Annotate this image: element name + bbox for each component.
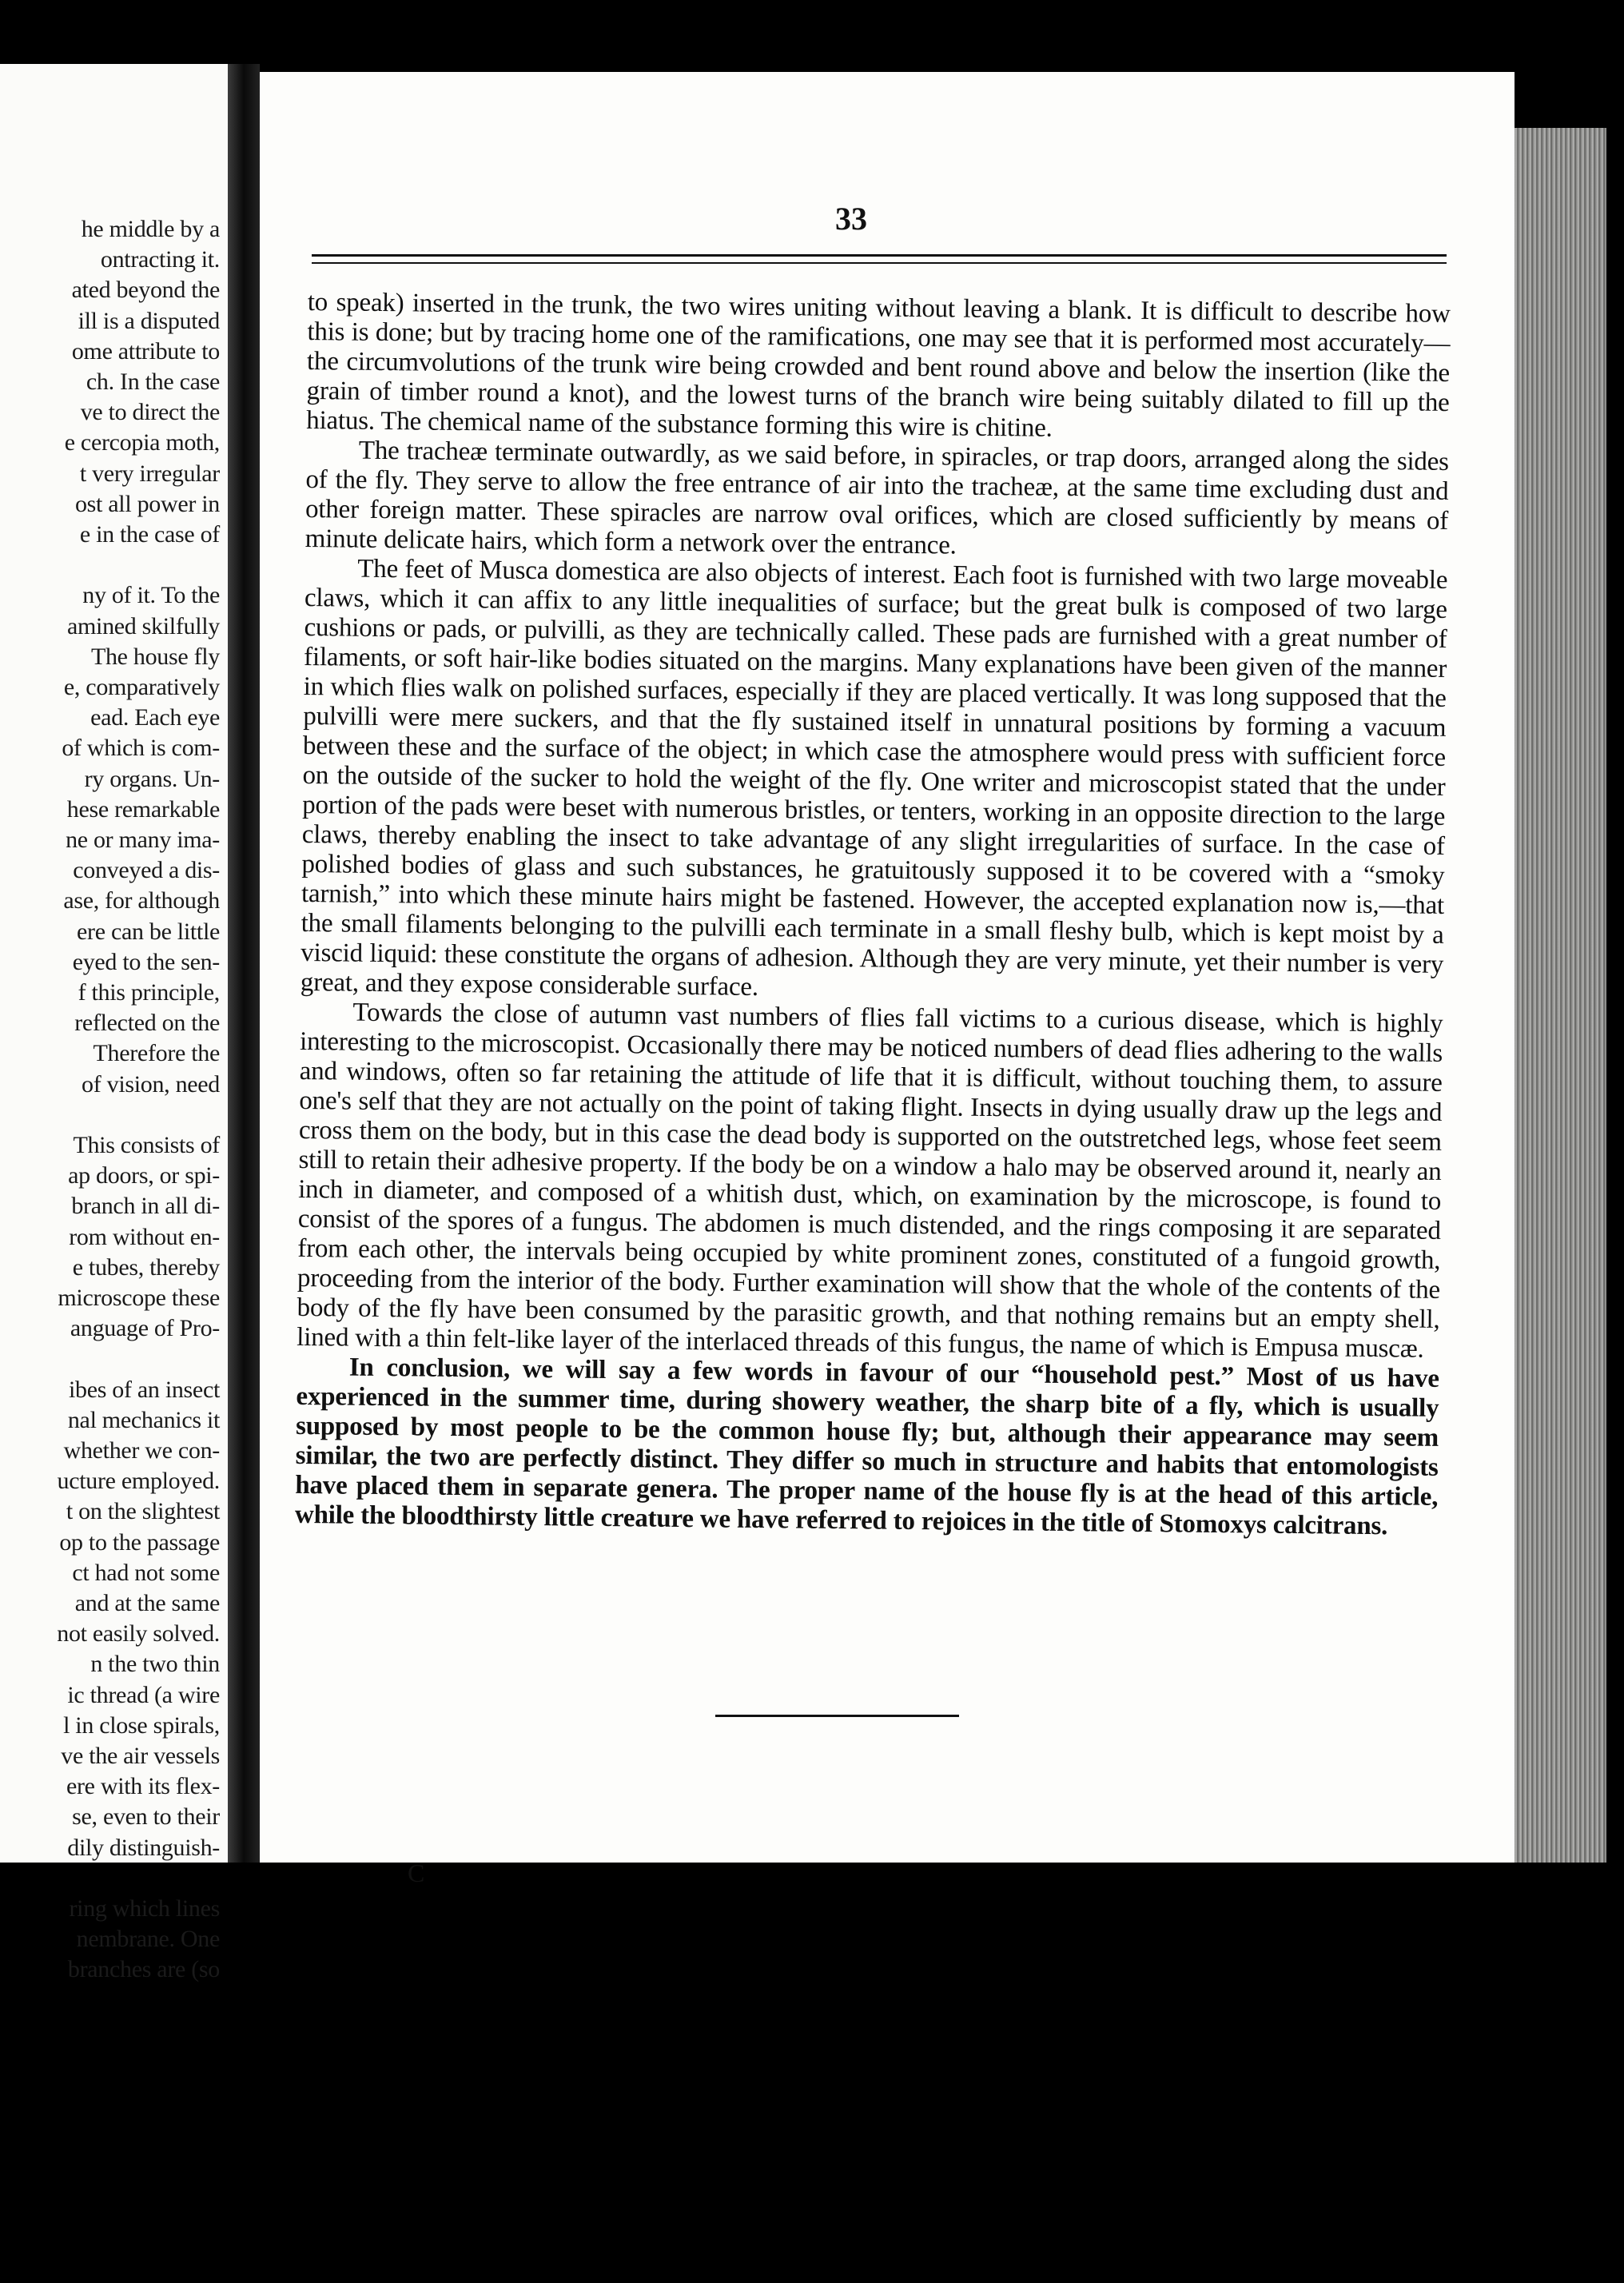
left-page-line: dily distinguish- bbox=[67, 1834, 220, 1861]
left-page-line: amined skilfully bbox=[66, 612, 220, 639]
left-page-line: ny of it. To the bbox=[82, 582, 220, 609]
main-page bbox=[260, 72, 1515, 1887]
left-facing-page bbox=[0, 64, 228, 1983]
left-page-line: ring which lines bbox=[69, 1895, 220, 1922]
paragraph-conclusion: In conclusion, we will say a few words in favour of our “household pest.” Most of us have experienced in the summer time, during showery weather, the sharp bite of a fly, which is usually supposed by most people to be the common house fly; but, although their appearance may seem similar, the two are perfectly distinct. They differ so much in structure and habits that entomologists have placed them in separate genera. The proper name of the house fly is at the head of this article, while the bloodthirsty little creature we have referred to rejoices in the title of Stomoxys calcitrans. bbox=[294, 1353, 1439, 1541]
left-page-line: of vision, need bbox=[82, 1070, 220, 1098]
paragraph-feet: The feet of Musca domestica are also objects of interest. Each foot is furnished with two large moveable claws, which it can affix to any little inequalities of surface; but the great bulk is composed of two large cushions or pads, or pulvilli, as they are technically called. These pads are furnished with a great number of filaments, or soft hair-like bodies situated on the margins. Many explanations have been given of the manner in which flies walk on polished surfaces, especially if they are placed vertically. It was long supposed that the pulvilli were mere suckers, and that the fly sustained itself in unnatural positions by forming a vacuum between these and the surface of the object; in which case the atmosphere would press with sufficient force on the outside of the sucker to hold the weight of the fly. One writer and microscopist stated that the under portion of the pads were beset with numerous bristles, or tenters, working in an opposite direction to the large claws, thereby enabling the insect to take advantage of any slight irregularities of surface. In the case of polished bodies of glass and such substances, he gratuitously supposed it to be covered with a “smoky tarnish,” into which these minute hairs might be fastened. However, the accepted explanation now is,—that the small filaments belonging to the pulvilli each terminate in a small fleshy bulb, which is kept moist by a viscid liquid: these constitute the organs of adhesion. Although they are very minute, yet their number is very great, and they expose considerable surface. bbox=[300, 554, 1448, 1002]
left-page-line: branches are (so bbox=[67, 1956, 220, 1983]
header-rule-thin bbox=[312, 262, 1447, 264]
left-page-line: ill is a disputed bbox=[78, 307, 220, 334]
left-page-line: e cercopia moth, bbox=[64, 429, 220, 456]
signature-mark: C bbox=[408, 1859, 425, 1887]
left-page-line: not easily solved. bbox=[57, 1620, 220, 1648]
left-page-line: e in the case of bbox=[79, 521, 220, 548]
left-page-line: The house fly bbox=[90, 643, 220, 670]
paragraph-disease: Towards the close of autumn vast numbers of flies fall victims to a curious disease, which is highly interesting to the microscopist. Occasionally there may be noticed numbers of dead flies adhering to the walls and windows, often so far retaining the attitude of life that it is difficult, without touching them, to assure one's self that they are not actually on the point of taking flight. Insects in dying usually draw up the legs and cross them on the body, but in this case the dead body is supported on the outstretched legs, whose feet seem still to retain their adhesive property. If the body be on a window a halo may be observed around it, nearly an inch in diameter, and composed of a whitish dust, which, on examination by the microscope, is found to consist of the spores of a fungus. The abdomen is much distended, and the rings composing it are separated from each other, the intervals being occupied by white prominent zones, constituted of a fungoid growth, proceeding from the interior of the body. Further examination will show that the whole of the contents of the body of the fly have been consumed by the parasitic growth, and that nothing remains but an empty shell, lined with a thin felt-like layer of the interlaced threads of this fungus, the name of which is Empusa muscæ. bbox=[297, 998, 1443, 1364]
paragraph-tracheae: The tracheæ terminate outwardly, as we said before, in spiracles, or trap doors, arranged along the sides of the fly. They serve to allow the free entrance of air into the tracheæ, at the same time excluding dust and other foreign matter. These spiracles are narrow oval orifices, which are closed sufficiently by means of minute delicate hairs, which form a network over the entrance. bbox=[304, 436, 1449, 560]
left-page-line: l in close spirals, bbox=[63, 1711, 220, 1739]
left-page-line: reflected on the bbox=[74, 1010, 220, 1037]
end-rule bbox=[715, 1715, 959, 1717]
left-page-line: ibes of an insect bbox=[68, 1376, 220, 1403]
left-page-line: ontracting it. bbox=[100, 246, 220, 273]
left-page-line: ucture employed. bbox=[57, 1468, 220, 1495]
left-page-line: e tubes, thereby bbox=[72, 1253, 220, 1281]
book-gutter bbox=[228, 64, 260, 1863]
left-page-line: ase, for although bbox=[63, 887, 220, 914]
header-rule bbox=[312, 254, 1447, 257]
left-page-line: hese remarkable bbox=[66, 795, 220, 823]
left-page-line: nembrane. One bbox=[76, 1926, 220, 1953]
paragraph-trunk-wire: to speak) inserted in the trunk, the two wires uniting without leaving a blank. It is difficult to describe how this is done; but by tracing home one of the ramifications, one may see that it is performed most accurately—the circumvolutions of the trunk wire being crowded and bent round above and below the insertion (like the grain of timber round a knot), and the lowest turns of the branch wire being suitably dilated to fill up the hiatus. The chemical name of the substance forming this wire is chitine. bbox=[306, 288, 1451, 443]
left-page-line: ere can be little bbox=[77, 918, 220, 945]
left-page-line: and at the same bbox=[74, 1590, 220, 1616]
left-page-line: anguage of Pro- bbox=[70, 1315, 220, 1342]
left-page-line: t on the slightest bbox=[66, 1498, 220, 1525]
article-body bbox=[295, 288, 1451, 1542]
left-page-line: ve the air vessels bbox=[61, 1743, 220, 1769]
page-edges bbox=[1515, 128, 1606, 1863]
left-page-line: Therefore the bbox=[93, 1040, 220, 1067]
left-page-line: se, even to their bbox=[72, 1803, 220, 1831]
left-page-line: ne or many ima- bbox=[66, 827, 220, 853]
left-page-line: eyed to the sen- bbox=[72, 948, 220, 975]
left-page-line: ct had not some bbox=[72, 1559, 220, 1586]
left-page-line: he middle by a bbox=[81, 216, 220, 242]
left-page-line: t very irregular bbox=[79, 460, 220, 487]
left-page-line: conveyed a dis- bbox=[73, 857, 220, 884]
page-number: 33 bbox=[835, 201, 867, 237]
left-page-line: branch in all di- bbox=[71, 1193, 220, 1220]
left-page-line: ch. In the case bbox=[86, 369, 220, 395]
left-page-line: ry organs. Un- bbox=[84, 765, 220, 792]
left-page-line: rom without en- bbox=[69, 1223, 220, 1250]
left-page-line: ead. Each eye bbox=[90, 704, 220, 731]
left-page-line: whether we con- bbox=[63, 1437, 220, 1464]
left-page-line: op to the passage bbox=[59, 1528, 220, 1556]
left-page-line: microscope these bbox=[58, 1285, 220, 1311]
left-page-line: ere with its flex- bbox=[66, 1773, 220, 1800]
left-page-line: This consists of bbox=[73, 1132, 220, 1158]
left-page-line: of which is com- bbox=[62, 735, 220, 762]
left-page-line: ap doors, or spi- bbox=[68, 1162, 220, 1189]
left-page-line: f this principle, bbox=[78, 979, 220, 1006]
left-page-line: ic thread (a wire bbox=[67, 1681, 220, 1708]
left-page-line: ost all power in bbox=[74, 490, 220, 517]
left-page-line: e, comparatively bbox=[63, 674, 220, 700]
left-page-line: ome attribute to bbox=[71, 337, 220, 365]
left-page-line: nal mechanics it bbox=[67, 1406, 220, 1433]
left-page-line: ated beyond the bbox=[71, 277, 220, 304]
left-page-line: n the two thin bbox=[90, 1651, 220, 1678]
left-page-line: ve to direct the bbox=[80, 399, 220, 426]
